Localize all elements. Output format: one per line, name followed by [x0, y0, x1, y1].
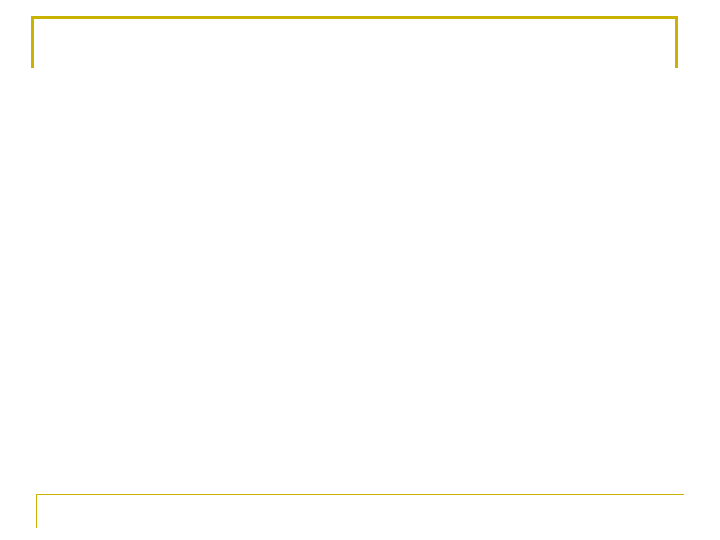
title-frame-left: [31, 16, 34, 68]
footer-left-rule: [36, 494, 37, 528]
title-frame-top: [31, 16, 678, 19]
title-frame-right: [675, 16, 678, 68]
footer-rule: [36, 494, 684, 495]
